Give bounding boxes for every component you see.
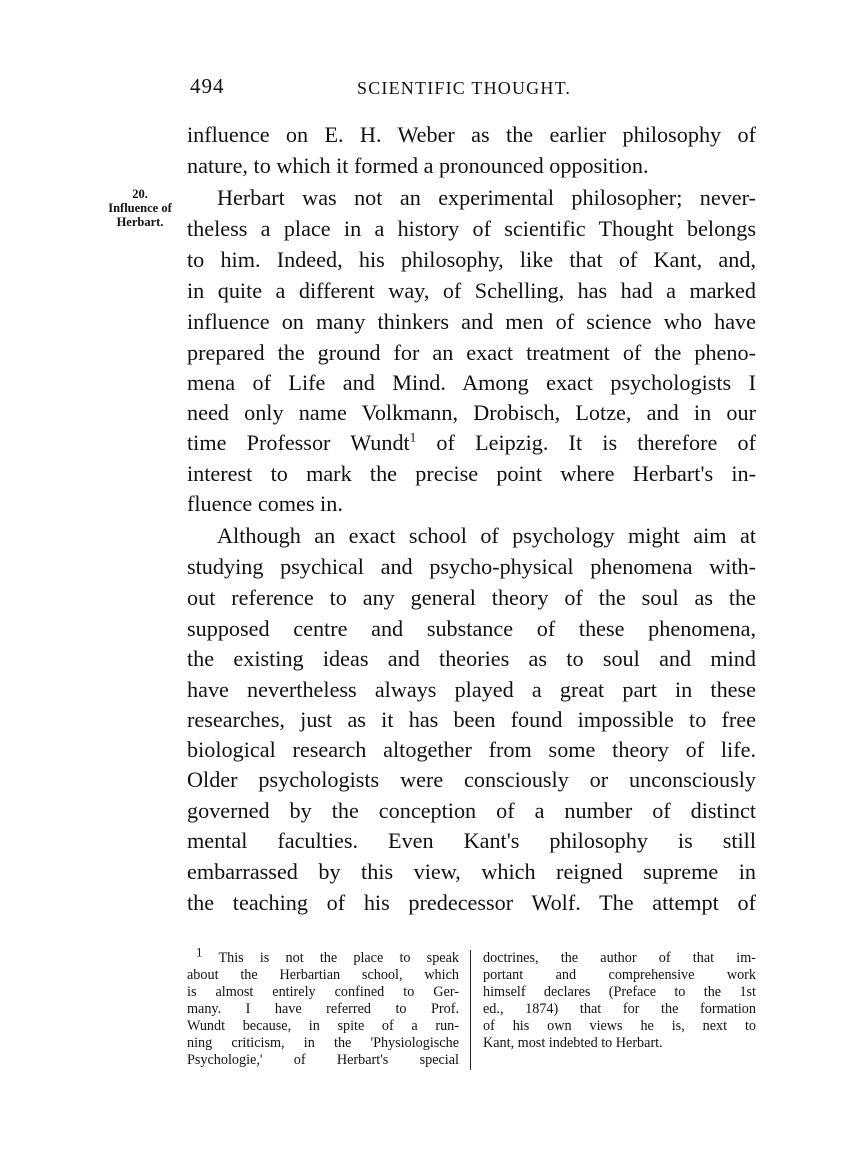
- text-line: Herbart was not an experimental philosopher; never-: [217, 185, 756, 210]
- margin-note-line: Influence of: [108, 201, 172, 215]
- footnote-line: Psychologie,' of Herbart's special: [187, 1052, 459, 1068]
- footnote-text: This is not the place to speak: [218, 950, 459, 966]
- footnote-marker: 1: [196, 944, 203, 960]
- text-line: in quite a different way, of Schelling, has had a marked: [187, 278, 756, 303]
- footnote-line: is almost entirely confined to Ger-: [187, 984, 459, 1000]
- text-line: to him. Indeed, his philosophy, like that of Kant, and,: [187, 247, 756, 272]
- text-line: theless a place in a history of scientific Thought belongs: [187, 216, 756, 241]
- margin-note-line: Herbart.: [116, 215, 164, 229]
- text-line: interest to mark the precise point where Herbart's in-: [187, 461, 756, 486]
- footnote-line: Kant, most indebted to Herbart.: [483, 1035, 663, 1051]
- text-line: biological research altogether from some theory of life.: [187, 737, 756, 762]
- margin-note-number: 20.: [132, 187, 148, 201]
- text-line: governed by the conception of a number of distinct: [187, 798, 756, 823]
- text-line: have nevertheless always played a great part in these: [187, 677, 756, 702]
- text-line: influence on E. H. Weber as the earlier philosophy of: [187, 122, 756, 147]
- text-line: fluence comes in.: [187, 491, 343, 516]
- footnote-line: Wundt because, in spite of a run-: [187, 1018, 459, 1034]
- text-line: supposed centre and substance of these phenomena,: [187, 616, 756, 641]
- text-line: nature, to which it formed a pronounced opposition.: [187, 153, 649, 178]
- text-line: Older psychologists were consciously or unconsciously: [187, 767, 756, 792]
- footnote-line: many. I have referred to Prof.: [187, 1001, 459, 1017]
- margin-note: [96, 187, 184, 229]
- footnote-line: ning criticism, in the 'Physiologische: [187, 1035, 459, 1051]
- footnote-line: ed., 1874) that for the formation: [483, 1001, 756, 1017]
- page-number: 494: [190, 74, 225, 98]
- footnote-line: of his own views he is, next to: [483, 1018, 756, 1034]
- text-line: prepared the ground for an exact treatment of the pheno-: [187, 340, 756, 365]
- footnote-line: doctrines, the author of that im-: [483, 950, 756, 966]
- text-line: out reference to any general theory of the soul as the: [187, 585, 756, 610]
- text-line: influence on many thinkers and men of science who have: [187, 309, 756, 334]
- footnote-column-divider: [470, 950, 471, 1070]
- footnote-line: about the Herbartian school, which: [187, 967, 459, 983]
- text-line-end: of Leipzig. It is therefore of: [416, 430, 756, 455]
- footnote-reference: 1: [409, 429, 417, 445]
- text-line: [187, 430, 756, 456]
- text-line: mena of Life and Mind. Among exact psychologists I: [187, 370, 756, 395]
- text-line: Although an exact school of psychology might aim at: [217, 523, 756, 548]
- footnote-line: [196, 944, 459, 966]
- text-line: need only name Volkmann, Drobisch, Lotze, and in our: [187, 400, 756, 425]
- text-line: the teaching of his predecessor Wolf. The attempt of: [187, 890, 756, 915]
- footnote-line: himself declares (Preface to the 1st: [483, 984, 756, 1000]
- text-line: embarrassed by this view, which reigned supreme in: [187, 859, 756, 884]
- text-line: mental faculties. Even Kant's philosophy is still: [187, 828, 756, 853]
- text-line: the existing ideas and theories as to soul and mind: [187, 646, 756, 671]
- text-line: researches, just as it has been found impossible to free: [187, 707, 756, 732]
- text-line-start: time Professor Wundt: [187, 430, 410, 455]
- running-title: SCIENTIFIC THOUGHT.: [357, 78, 572, 98]
- text-line: studying psychical and psycho-physical phenomena with-: [187, 554, 756, 579]
- footnote-line: portant and comprehensive work: [483, 967, 756, 983]
